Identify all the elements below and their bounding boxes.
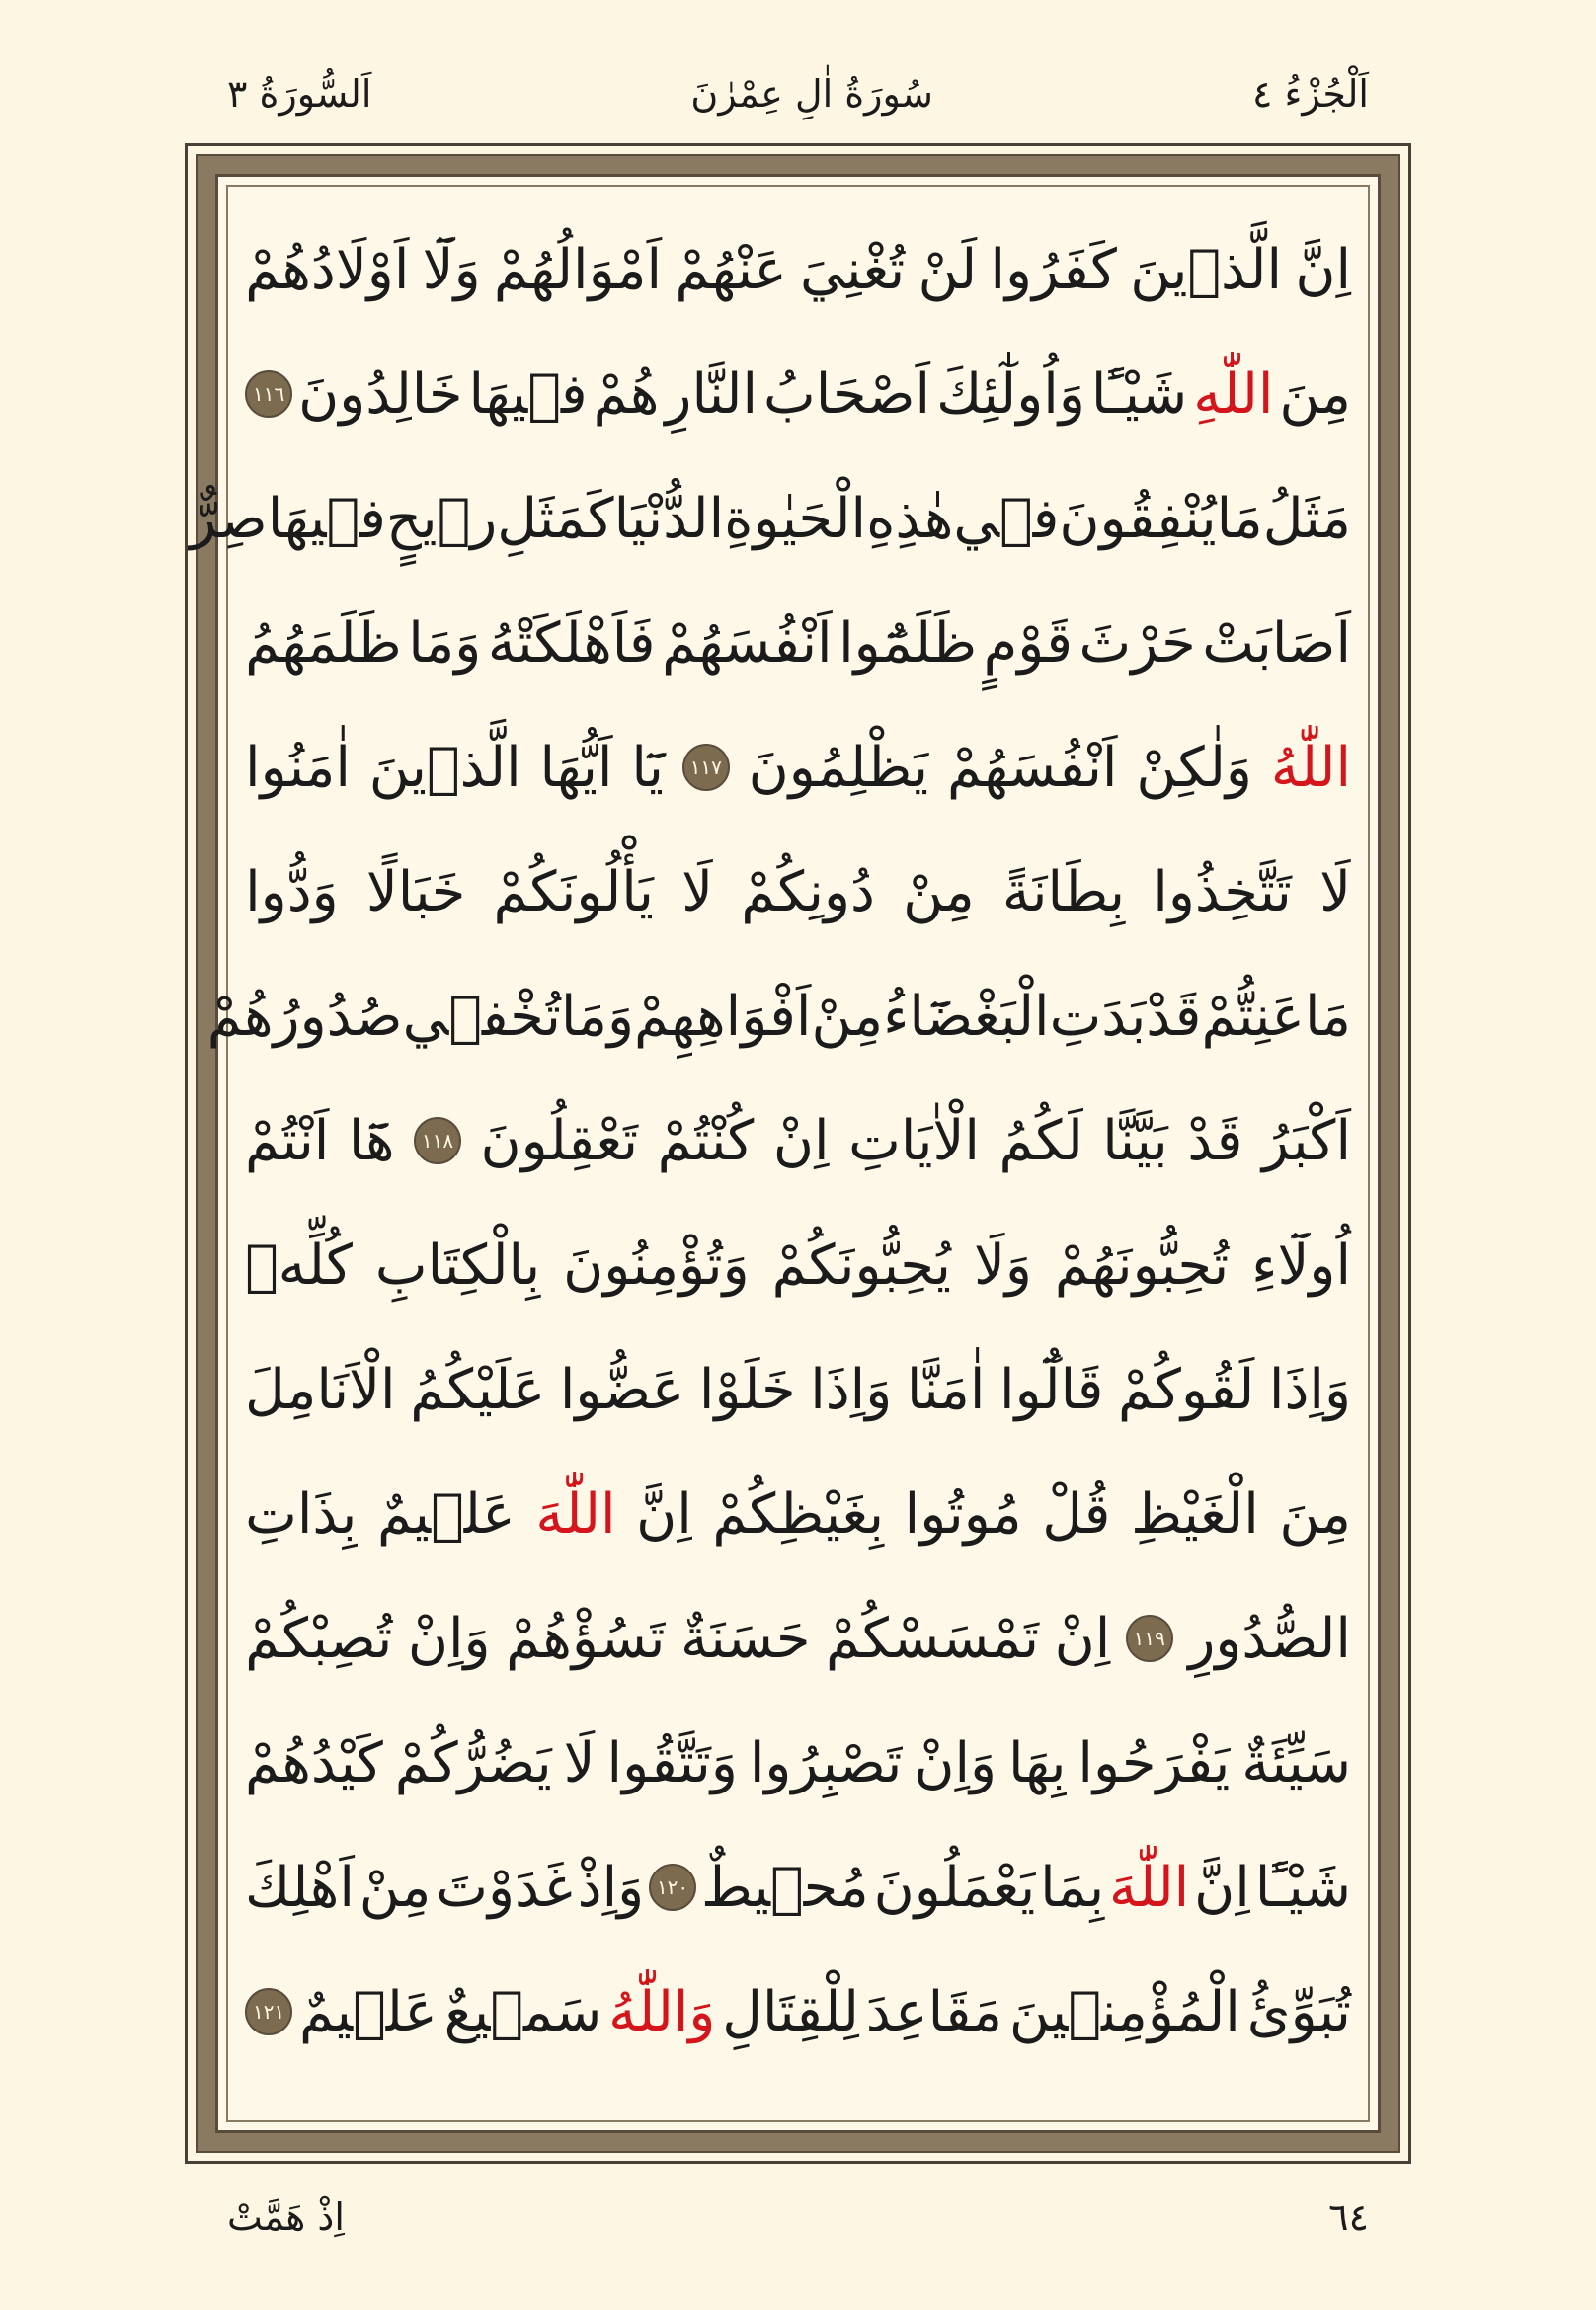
word: فٖيهَا — [267, 486, 386, 551]
text-line — [245, 1203, 1351, 1327]
word: رٖيحٍ — [385, 486, 498, 551]
word: وَلَٓا — [422, 237, 481, 302]
word: شَيْـًٔا — [1090, 361, 1188, 427]
word: الْاٰيَاتِ — [848, 1108, 980, 1173]
word: اللّٰهِ — [1193, 361, 1274, 427]
word: قَالُٓوا — [999, 1357, 1104, 1422]
surah-title: سُورَةُ اٰلِ عِمْرٰنَ — [690, 72, 933, 116]
word: مَثَلُ — [1262, 486, 1351, 551]
text-line — [245, 332, 1351, 456]
word: كَيْدُهُمْ — [245, 1730, 383, 1795]
word: اِنَّ — [1295, 237, 1351, 302]
word: فٖي — [953, 486, 1060, 551]
word: عَنِتُّمْ — [1201, 984, 1305, 1049]
word: وَمَا — [408, 610, 482, 676]
word: حَرْثَ — [1078, 610, 1196, 676]
word: وَلَا — [973, 1233, 1032, 1298]
word: وَدُّوا — [245, 859, 339, 924]
word: وَتَتَّقُوا — [606, 1730, 738, 1795]
ayah-number-marker: ١١٨ — [414, 1117, 461, 1164]
word: بَدَتِ — [1049, 984, 1147, 1049]
word: اِنَّ — [1194, 1855, 1250, 1920]
quran-text-body — [190, 207, 1351, 2074]
word: مِنْ — [359, 1855, 432, 1920]
word: اِنْ — [772, 1108, 830, 1173]
word: بِغَيْظِكُمْ — [712, 1481, 885, 1547]
page-header — [227, 59, 1369, 128]
word: سَيِّئَةٌ — [1241, 1730, 1351, 1795]
word: يَعْمَلُونَ — [873, 1855, 1036, 1920]
text-line — [245, 1452, 1351, 1576]
word: تُخْفٖي — [402, 984, 561, 1049]
word: الْبَغْضَٓاءُ — [883, 984, 1050, 1049]
word: اٰمَنُوا — [245, 735, 351, 800]
word: وَاِذَا — [810, 1357, 893, 1422]
word: لَا — [1319, 859, 1351, 924]
word: خَبَالًا — [365, 859, 466, 924]
text-line — [245, 1825, 1351, 1950]
word: لِلْقِتَالِ — [722, 1979, 859, 2044]
text-line — [245, 1576, 1351, 1701]
word: يُحِبُّونَكُمْ — [771, 1233, 951, 1298]
word: اِنَّ — [636, 1481, 692, 1547]
word: مُحٖيطٌ — [700, 1855, 869, 1920]
text-line — [190, 456, 1351, 581]
word: بِالْكِتَابِ — [374, 1233, 541, 1298]
word: تَصْبِرُوا — [749, 1730, 903, 1795]
word: بِمَا — [1040, 1855, 1105, 1920]
word: وَاللّٰهُ — [608, 1979, 716, 2044]
juz-label: اَلْجُزْءُ ٤ — [1251, 72, 1369, 116]
word: اَصْحَابُ — [763, 361, 931, 427]
word: قُلْ — [1042, 1481, 1111, 1547]
word: الَّذٖينَ — [1130, 237, 1283, 302]
word: اَهْلِكَ — [245, 1855, 355, 1920]
word: اَوْلَادُهُمْ — [245, 237, 410, 302]
word: وَاُولٰٓئِكَ — [936, 361, 1085, 427]
word: هُمْ — [593, 361, 660, 427]
word: مَقَاعِدَ — [865, 1979, 1002, 2044]
word: مَا — [1216, 486, 1263, 551]
word: هٰذِهِ — [866, 486, 954, 551]
word: يَظْلِمُونَ — [748, 735, 929, 800]
word: وَاِذَا — [1268, 1357, 1351, 1422]
word: الْمُؤْمِنٖينَ — [1008, 1979, 1240, 2044]
word: الْغَيْظِ — [1131, 1481, 1259, 1547]
word: اَكْبَرُ — [1261, 1108, 1351, 1173]
word: لَقُوكُمْ — [1118, 1357, 1255, 1422]
word: اَفْوَاهِهِمْ — [634, 984, 812, 1049]
text-line — [245, 1078, 1351, 1203]
ayah-number-marker: ١٢٠ — [649, 1864, 696, 1911]
word: اللّٰهَ — [535, 1481, 616, 1547]
text-line — [245, 830, 1351, 954]
text-line — [245, 207, 1351, 332]
word: وَاِنْ — [914, 1730, 998, 1795]
word: دُونِكُمْ — [741, 859, 875, 924]
word: قَدْ — [1146, 984, 1202, 1049]
text-line — [245, 705, 1351, 830]
ayah-number-marker: ١١٧ — [682, 744, 730, 791]
word: تُبَوِّئُ — [1246, 1979, 1351, 2044]
word: كُلِّهٖ — [245, 1233, 353, 1298]
word: سَمٖيعٌ — [443, 1979, 602, 2044]
text-line — [206, 954, 1351, 1078]
word: اِنْ — [1054, 1606, 1111, 1671]
word: الْحَيٰوةِ — [724, 486, 867, 551]
word: بِذَاتِ — [245, 1481, 358, 1547]
text-line — [245, 1327, 1351, 1452]
word: وَمَا — [560, 984, 635, 1049]
word: يَٓا — [631, 735, 664, 800]
word: الدُّنْيَا — [613, 486, 725, 551]
ayah-number-marker: ١٢١ — [245, 1988, 292, 2035]
word: عَلٖيمٌ — [299, 1979, 438, 2044]
page-number: ٦٤ — [1328, 2195, 1369, 2239]
word: ظَلَمُٓوا — [838, 610, 978, 676]
text-line — [245, 1701, 1351, 1825]
word: كَفَرُوا — [990, 237, 1117, 302]
word: وَتُؤْمِنُونَ — [563, 1233, 750, 1298]
word: بِهَا — [1007, 1730, 1067, 1795]
word: تُغْنِيَ — [800, 237, 906, 302]
word: عَضُّوا — [559, 1357, 685, 1422]
word: اَيُّهَا — [539, 735, 613, 800]
page-footer — [227, 2183, 1369, 2252]
catchword: اِذْ هَمَّتْ — [227, 2195, 345, 2239]
word: لَكُمُ — [998, 1108, 1083, 1173]
word: قَوْمٍ — [983, 610, 1073, 676]
word: عَنْهُمْ — [675, 237, 787, 302]
word: حَسَنَةٌ — [679, 1606, 811, 1671]
word: هَٓا — [348, 1108, 395, 1173]
word: بَيَّنَّا — [1102, 1108, 1168, 1173]
word: فٖيهَا — [468, 361, 588, 427]
word: الْاَنَامِلَ — [245, 1357, 396, 1422]
word: اَنْفُسَهُمْ — [662, 610, 833, 676]
word: شَيْـًٔا — [1254, 1855, 1351, 1920]
word: صُدُورُهُمْ — [206, 984, 403, 1049]
word: مِنَ — [1279, 1481, 1351, 1547]
word: اَمْوَالُهُمْ — [493, 237, 663, 302]
word: وَلٰكِنْ — [1136, 735, 1252, 800]
word: لَا — [681, 859, 714, 924]
word: اللّٰهَ — [1109, 1855, 1190, 1920]
word: ظَلَمَهُمُ — [245, 610, 402, 676]
word: اٰمَنَّا — [906, 1357, 986, 1422]
word: اَنْفُسَهُمْ — [946, 735, 1118, 800]
word: يَأْلُونَكُمْ — [493, 859, 654, 924]
word: خَلَوْا — [698, 1357, 796, 1422]
word: الَّذٖينَ — [368, 735, 521, 800]
word: تَسُؤْهُمْ — [506, 1606, 666, 1671]
word: مِنْ — [903, 859, 975, 924]
word: يَضُرُّكُمْ — [394, 1730, 552, 1795]
word: خَالِدُونَ — [298, 361, 463, 427]
ayah-number-marker: ١١٦ — [245, 370, 292, 418]
word: صِرٌّ — [190, 486, 268, 551]
word: عَلٖيمٌ — [376, 1481, 516, 1547]
word: تَمْسَسْكُمْ — [825, 1606, 1040, 1671]
word: غَدَوْتَ — [436, 1855, 573, 1920]
word: عَلَيْكُمُ — [410, 1357, 546, 1422]
word: كَمَثَلِ — [497, 486, 614, 551]
word: مِنْ — [811, 984, 884, 1049]
word: مَا — [1304, 984, 1351, 1049]
word: اَنْتُمْ — [245, 1108, 330, 1173]
word: قَدْ — [1187, 1108, 1243, 1173]
word: وَاِذْ — [577, 1855, 645, 1920]
word: بِطَانَةً — [1001, 859, 1126, 924]
word: الصُّدُورِ — [1188, 1606, 1351, 1671]
word: لَنْ — [918, 237, 978, 302]
word: يَفْرَحُوا — [1077, 1730, 1231, 1795]
word: اَصَابَتْ — [1202, 610, 1351, 676]
word: النَّارِ — [665, 361, 758, 427]
word: فَاَهْلَكَتْهُ — [487, 610, 656, 676]
text-line — [245, 581, 1351, 705]
word: تُحِبُّونَهُمْ — [1054, 1233, 1230, 1298]
word: كُنْتُمْ — [657, 1108, 755, 1173]
word: تُصِبْكُمْ — [245, 1606, 393, 1671]
word: اُولَٓاءِ — [1251, 1233, 1351, 1298]
text-line — [245, 1950, 1351, 2074]
word: مِنَ — [1279, 361, 1351, 427]
word: اللّٰهُ — [1270, 735, 1351, 800]
ayah-number-marker: ١١٩ — [1126, 1615, 1173, 1662]
surah-number-label: اَلسُّورَةُ ٣ — [227, 72, 372, 116]
word: وَاِنْ — [407, 1606, 491, 1671]
word: تَتَّخِذُوا — [1153, 859, 1292, 924]
word: تَعْقِلُونَ — [480, 1108, 639, 1173]
word: يُنْفِقُونَ — [1059, 486, 1217, 551]
word: لَا — [563, 1730, 596, 1795]
word: مُوتُوا — [904, 1481, 1022, 1547]
